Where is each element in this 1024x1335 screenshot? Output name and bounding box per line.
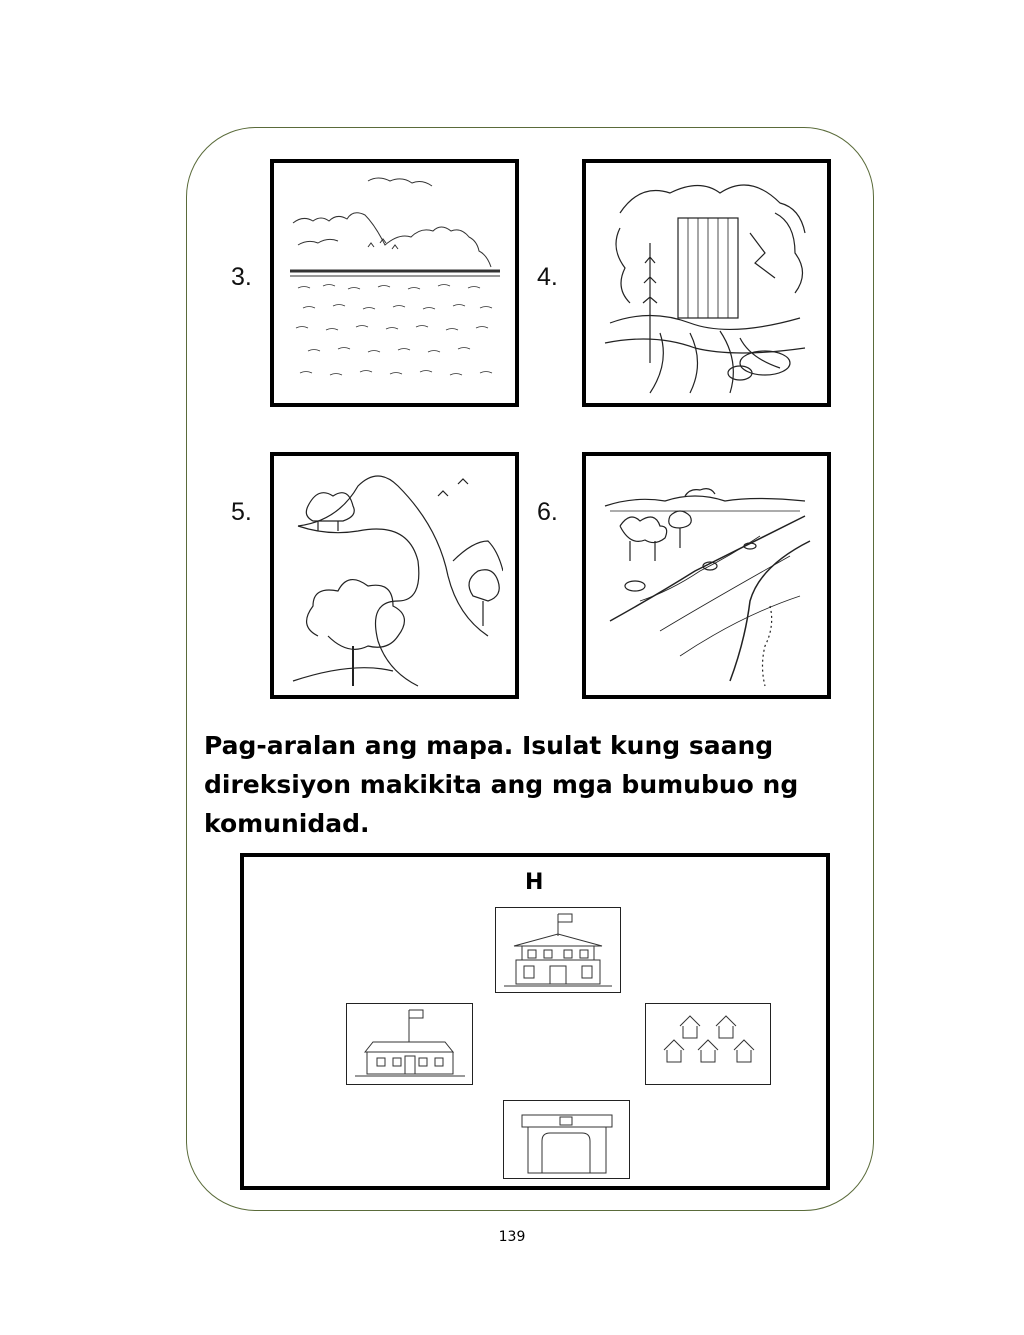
north-label: H [525, 870, 544, 895]
instruction-text: Pag-aralan ang mapa. Isulat kung saang direksiyon makikita ang mga bumubuo ng komunidad. [204, 731, 799, 838]
item-number-4: 4. [537, 263, 558, 291]
school-icon [347, 1004, 472, 1084]
market-icon [504, 1101, 629, 1178]
picture-waterfall [582, 159, 831, 407]
map-place-houses [645, 1003, 771, 1085]
page-number: 139 [498, 1229, 526, 1245]
map-place-school [346, 1003, 473, 1085]
item-number-5: 5. [231, 498, 252, 526]
waterfall-drawing-icon [600, 173, 815, 395]
picture-river [582, 452, 831, 699]
map-place-market [503, 1100, 630, 1179]
item-number-6: 6. [537, 498, 558, 526]
picture-mountain [270, 452, 519, 699]
picture-sea [270, 159, 519, 407]
sea-drawing-icon [288, 173, 503, 395]
municipal-hall-icon [496, 908, 620, 992]
houses-icon [646, 1004, 770, 1084]
item-number-3: 3. [231, 263, 252, 291]
community-map [240, 853, 830, 1190]
map-place-municipal-hall [495, 907, 621, 993]
mountain-hill-drawing-icon [288, 466, 503, 688]
river-drawing-icon [600, 466, 815, 688]
